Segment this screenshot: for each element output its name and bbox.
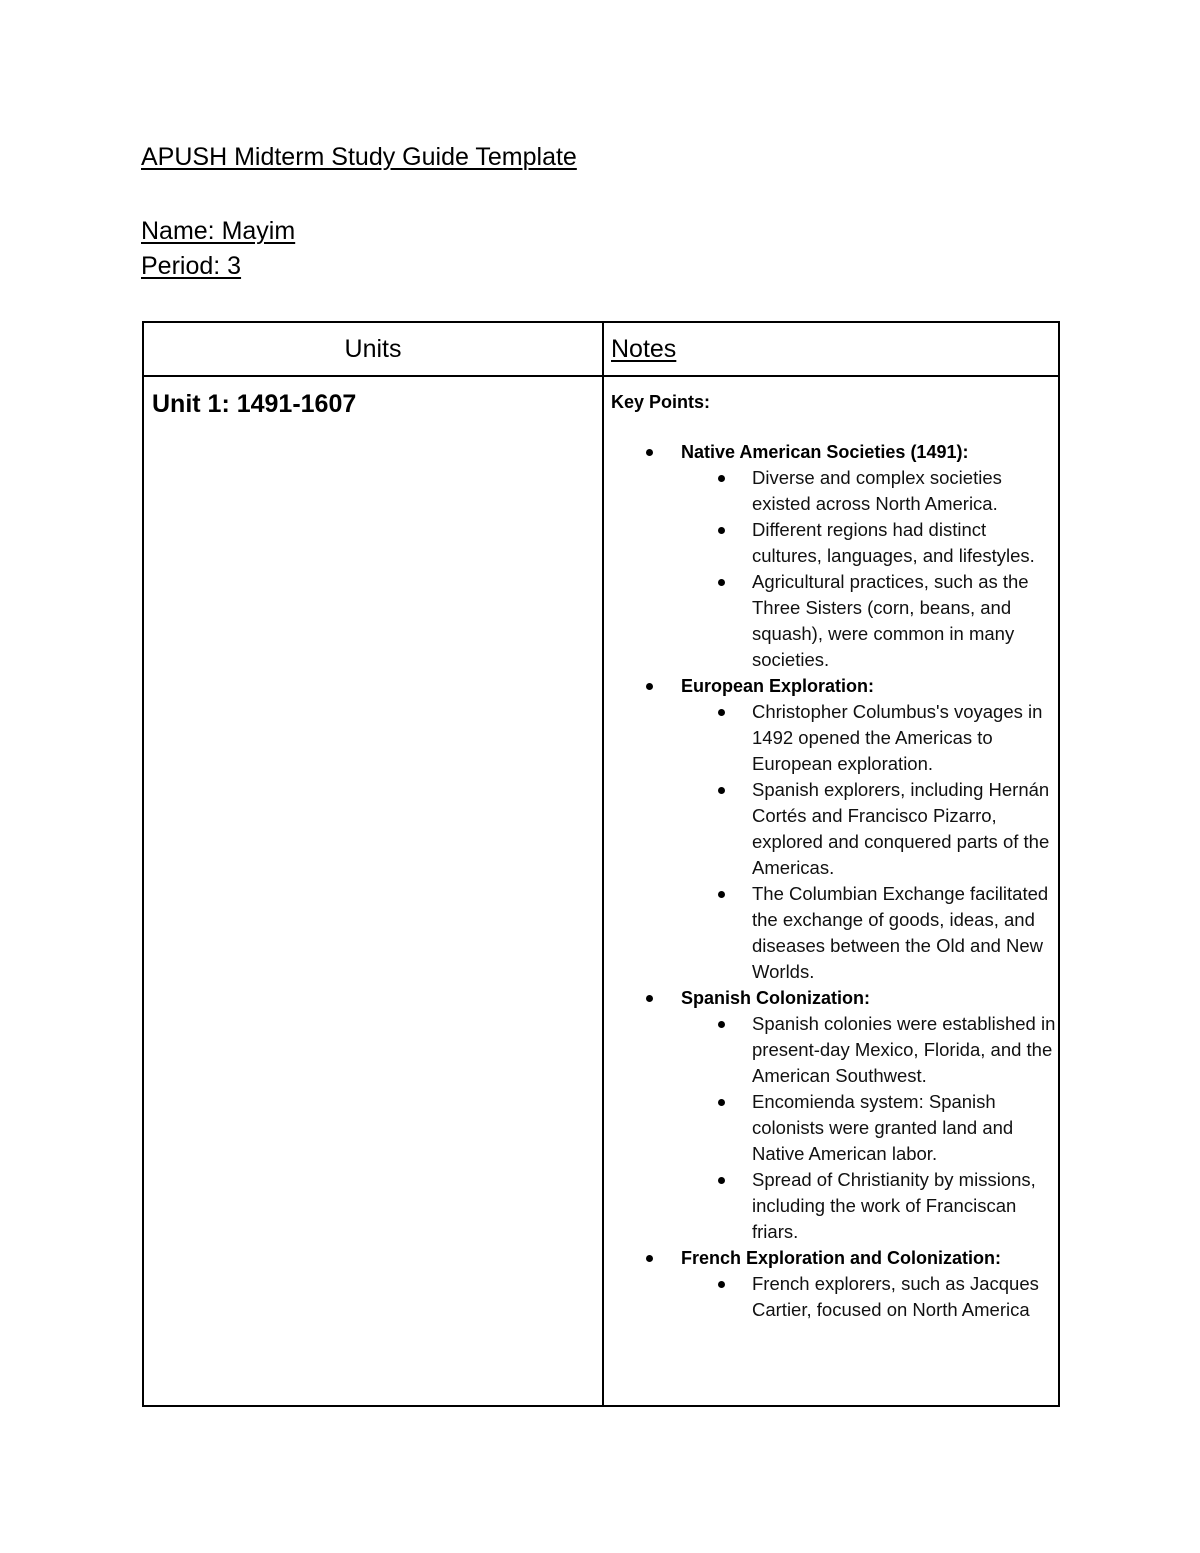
point-list [681,465,1057,673]
class-period: Period: 3 [141,252,242,280]
point-item [752,517,1057,569]
unit-title: Unit 1: 1491-1607 [152,390,357,418]
bullet-icon [718,1177,725,1184]
bullet-icon [718,475,725,482]
section-item [681,673,1057,985]
document-title: APUSH Midterm Study Guide Template [141,143,577,171]
notes-column-header: Notes [611,334,677,363]
bullet-icon [646,995,653,1002]
point-text: Agricultural practices, such as the Three Sisters (corn, beans, and squash), were common in many societies. [752,571,1029,670]
units-column-header: Units [344,334,402,363]
point-text: Christopher Columbus's voyages in 1492 opened the Americas to European exploration. [752,701,1043,774]
bullet-icon [646,449,653,456]
header-row-divider [144,375,1058,377]
point-text: The Columbian Exchange facilitated the exchange of goods, ideas, and diseases between the Old and New Worlds. [752,883,1049,982]
section-heading: Native American Societies (1491): [681,442,969,462]
point-item [752,1011,1057,1089]
point-text: Diverse and complex societies existed across North America. [752,467,1002,514]
point-list [681,1011,1057,1245]
bullet-icon [718,579,725,586]
bullet-icon [718,787,725,794]
notes-cell [611,389,1057,1323]
point-text: Spread of Christianity by missions, including the work of Franciscan friars. [752,1169,1036,1242]
point-text: Spanish explorers, including Hernán Cortés and Francisco Pizarro, explored and conquered parts of the Americas. [752,779,1050,878]
bullet-icon [646,1255,653,1262]
point-text: Different regions had distinct cultures, languages, and lifestyles. [752,519,1035,566]
student-name: Name: Mayim [141,217,296,245]
point-text: French explorers, such as Jacques Cartier, focused on North America [752,1273,1039,1320]
section-item [681,985,1057,1245]
point-item [752,777,1057,881]
point-item [752,881,1057,985]
section-heading: Spanish Colonization: [681,988,870,1008]
section-item [681,439,1057,673]
point-item [752,1089,1057,1167]
section-list [611,439,1057,1323]
section-heading: European Exploration: [681,676,875,696]
point-text: Encomienda system: Spanish colonists were granted land and Native American labor. [752,1091,1014,1164]
point-text: Spanish colonies were established in present-day Mexico, Florida, and the American Southwest. [752,1013,1056,1086]
column-divider [602,323,604,1405]
bullet-icon [718,1281,725,1288]
point-item [752,699,1057,777]
section-heading: French Exploration and Colonization: [681,1248,1002,1268]
point-item [752,569,1057,673]
bullet-icon [718,709,725,716]
point-item [752,1167,1057,1245]
study-guide-table [142,321,1060,1407]
point-item [752,1271,1057,1323]
bullet-icon [718,891,725,898]
key-points-label: Key Points: [611,392,711,412]
point-list [681,1271,1057,1323]
point-list [681,699,1057,985]
bullet-icon [718,527,725,534]
section-item [681,1245,1057,1323]
bullet-icon [718,1021,725,1028]
bullet-icon [646,683,653,690]
spacer [611,415,1057,439]
bullet-icon [718,1099,725,1106]
point-item [752,465,1057,517]
